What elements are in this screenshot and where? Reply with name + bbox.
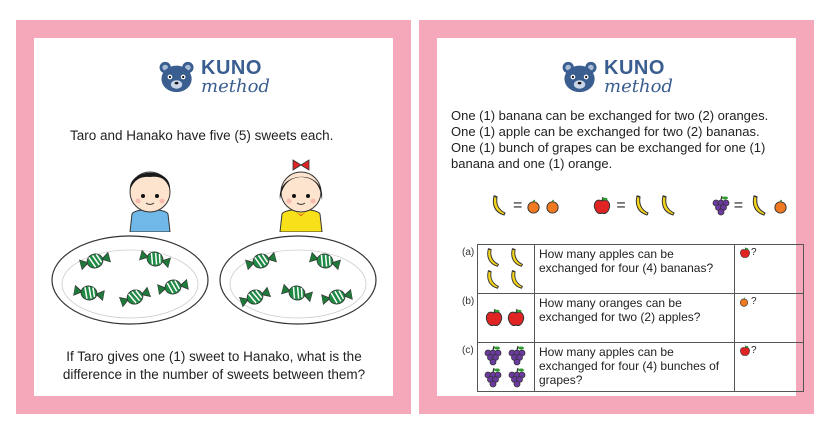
left-problem-card-frame [16,20,411,414]
apple-icon [484,308,504,328]
row-label: (c) [462,345,474,356]
right-problem-card [437,38,796,396]
grapes-icon [482,345,502,367]
question-text: How many oranges can be exchanged for two (2) apples? [535,294,735,342]
intro-text: Taro and Hanako have five (5) sweets each. [70,128,334,143]
answer-cell[interactable] [735,245,803,293]
banana-icon [630,194,652,218]
apple-icon [506,308,526,328]
grapes-icon [710,195,730,217]
banana-icon [482,269,502,291]
question-text: If Taro gives one (1) sweet to Hanako, what is the difference in the number of sweets between them? [62,349,366,382]
kuno-logo [560,58,673,96]
logo-method-text: method [604,76,673,97]
row-label: (a) [462,247,475,258]
grapes-icon [506,345,526,367]
logo-method-text: method [201,76,270,97]
banana-icon [482,247,502,269]
orange-icon [545,199,560,214]
banana-icon [656,194,678,218]
table-row [462,293,803,342]
taro-plate [50,234,210,326]
rule-3: One (1) bunch of grapes can be exchanged for one (1) banana and one (1) orange. [451,140,766,171]
grapes-icon [482,367,502,389]
apple-icon [739,345,751,357]
exchange-equations: = = = [487,194,788,218]
orange-icon [739,297,749,307]
hanako-plate [218,234,378,326]
apple-icon [592,196,612,216]
apple-icon [739,247,751,259]
banana-icon [747,194,769,218]
hanako-girl-illustration [270,152,332,232]
table-row [462,342,803,391]
question-text: How many apples can be exchanged for four (4) bunches of grapes? [535,343,735,391]
answer-placeholder: ? [751,247,757,258]
grapes-icon [506,367,526,389]
answer-placeholder: ? [751,296,757,307]
answer-cell[interactable] [735,343,803,391]
bear-logo-icon [560,60,598,94]
orange-icon [773,199,788,214]
rule-2: One (1) apple can be exchanged for two (2) bananas. [451,124,760,139]
table-row [462,245,803,293]
banana-icon [487,194,509,218]
answer-placeholder: ? [751,345,757,356]
rule-1: One (1) banana can be exchanged for two (2) oranges. [451,108,769,123]
question-table [462,244,804,392]
banana-icon [506,269,526,291]
orange-icon [526,199,541,214]
bear-logo-icon [157,60,195,94]
question-text: How many apples can be exchanged for four (4) bananas? [535,245,735,293]
logo-kuno-text: KUNO [201,57,262,79]
answer-cell[interactable] [735,294,803,342]
taro-boy-illustration [120,156,180,232]
row-label: (b) [462,296,475,307]
left-problem-card [34,38,393,396]
right-problem-card-frame [419,20,814,414]
kuno-logo [157,58,270,96]
banana-icon [506,247,526,269]
logo-kuno-text: KUNO [604,57,665,79]
